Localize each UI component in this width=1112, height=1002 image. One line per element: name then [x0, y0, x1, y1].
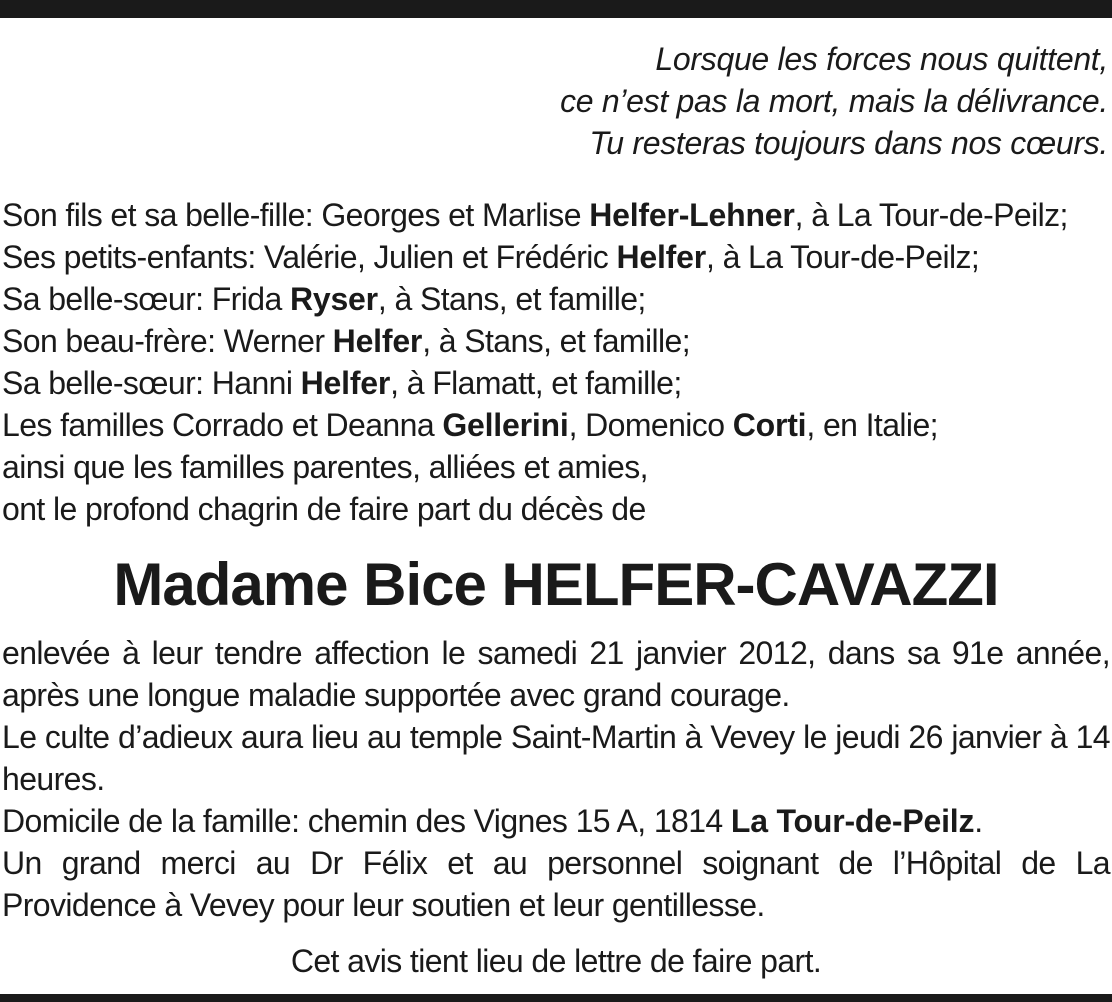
domicile-paragraph: Domicile de la famille: chemin des Vignes 15 A, 1814 La Tour-de-Peilz. — [2, 803, 983, 839]
domicile-town: La Tour-de-Peilz — [730, 803, 975, 839]
thanks-paragraph: Un grand merci au Dr Félix et au personnel soignant de l’Hôpital de La Providence à Vevey pour leur soutien et leur gentillesse. — [2, 845, 1110, 923]
family-list — [2, 194, 1110, 530]
bottom-rule — [0, 994, 1112, 1002]
deceased-name: Madame Bice HELFER-CAVAZZI — [113, 551, 999, 618]
family-surname: Helfer — [332, 323, 423, 359]
family-line: ont le profond chagrin de faire part du décès de — [2, 491, 646, 527]
family-surname: Ryser — [289, 281, 378, 317]
family-surname: Gellerini — [442, 407, 569, 443]
family-surname: Helfer — [616, 239, 706, 275]
family-line: Ses petits-enfants: Valérie, Julien et Frédéric Helfer, à La Tour-de-Peilz; — [2, 239, 980, 275]
family-surname: Corti — [732, 407, 807, 443]
details-block — [2, 632, 1110, 926]
family-line: Sa belle-sœur: Hanni Helfer, à Flamatt, et famille; — [2, 365, 682, 401]
family-surname: Helfer-Lehner — [589, 197, 795, 233]
epigraph-line: Tu resteras toujours dans nos cœurs. — [589, 125, 1108, 161]
passing-paragraph: enlevée à leur tendre affection le samedi 21 janvier 2012, dans sa 91e année, après une longue maladie supportée avec grand courage. — [2, 635, 1110, 713]
family-line: Les familles Corrado et Deanna Gellerini, Domenico Corti, en Italie; — [2, 407, 938, 443]
closing-note: Cet avis tient lieu de lettre de faire part. — [290, 943, 822, 979]
epigraph-line: Lorsque les forces nous quittent, — [655, 41, 1108, 77]
family-line: Son beau-frère: Werner Helfer, à Stans, et famille; — [2, 323, 691, 359]
epigraph-line: ce n’est pas la mort, mais la délivrance. — [560, 83, 1108, 119]
family-line: ainsi que les familles parentes, alliées et amies, — [2, 449, 648, 485]
epigraph-poem — [108, 38, 1108, 164]
family-surname: Helfer — [300, 365, 391, 401]
ceremony-paragraph: Le culte d’adieux aura lieu au temple Saint-Martin à Vevey le jeudi 26 janvier à 14 heures. — [2, 719, 1110, 797]
family-line: Sa belle-sœur: Frida Ryser, à Stans, et famille; — [2, 281, 646, 317]
top-rule — [0, 0, 1112, 18]
family-line: Son fils et sa belle-fille: Georges et Marlise Helfer-Lehner, à La Tour-de-Peilz; — [2, 197, 1068, 233]
